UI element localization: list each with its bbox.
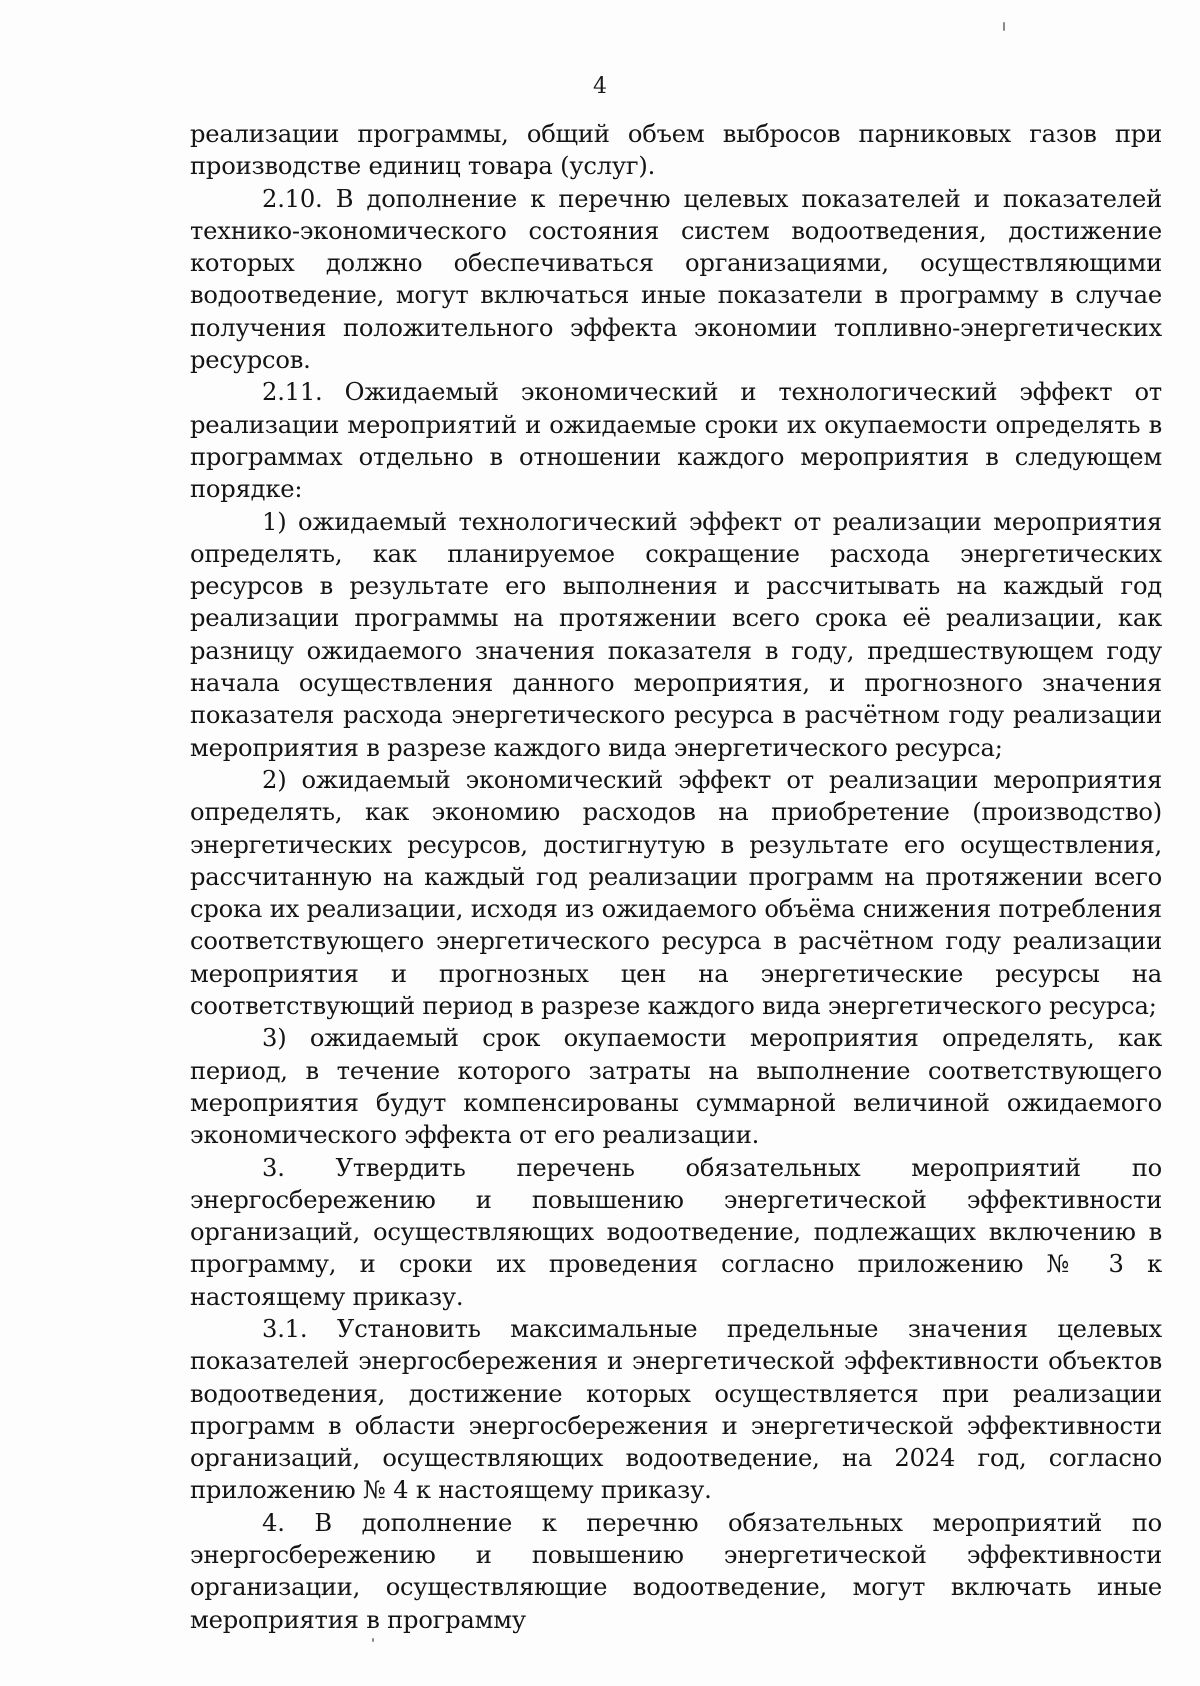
page-number: 4	[593, 74, 607, 99]
paragraph-2-11: 2.11. Ожидаемый экономический и технологический эффект от реализации мероприятий и ожидаемые сроки их окупаемости определять в программах отдельно в отношении каждого мероприятия в следующем порядке:	[190, 378, 1162, 504]
paragraph-item-2: 2) ожидаемый экономический эффект от реализации мероприятия определять, как экономию расходов на приобретение (производство) энергетических ресурсов, достигнутую в результате его осуществления, рассчитанную на каждый год реализации программ на протяжении всего срока их реализации, исходя из ожидаемого объёма снижения потребления соответствующего энергетического ресурса в расчётном году реализации мероприятия и прогнозных цен на энергетические ресурсы на соответствующий период в разрезе каждого вида энергетического ресурса;	[190, 765, 1162, 1021]
paragraph-3: 3. Утвердить перечень обязательных мероприятий по энергосбережению и повышению энергетической эффективности организаций, осуществляющих водоотведение, подлежащих включению в программу, и сроки их проведения согласно приложению № 3 к настоящему приказу.	[190, 1153, 1162, 1311]
scan-speck-bottom	[372, 1638, 374, 1642]
document-body	[190, 118, 1162, 1636]
paragraph-2-10: 2.10. В дополнение к перечню целевых показателей и показателей технико-экономического состояния систем водоотведения, достижение которых должно обеспечиваться организациями, осуществляющими водоотведение, могут включаться иные показатели в программу в случае получения положительного эффекта экономии топливно-энергетических ресурсов.	[190, 184, 1162, 375]
paragraph-3-1: 3.1. Установить максимальные предельные значения целевых показателей энергосбережения и энергетической эффективности объектов водоотведения, достижение которых осуществляется при реализации программ в области энергосбережения и энергетической эффективности организаций, осуществляющих водоотведение, на 2024 год, согласно приложению № 4 к настоящему приказу.	[190, 1314, 1162, 1505]
paragraph-4: 4. В дополнение к перечню обязательных мероприятий по энергосбережению и повышению энергетической эффективности организации, осуществляющие водоотведение, могут включать иные мероприятия в программу	[190, 1508, 1162, 1634]
paragraph-item-1: 1) ожидаемый технологический эффект от реализации мероприятия определять, как планируемое сокращение расхода энергетических ресурсов в результате его выполнения и рассчитывать на каждый год реализации программы на протяжении всего срока её реализации, как разницу ожидаемого значения показателя в году, предшествующем году начала осуществления данного мероприятия, и прогнозного значения показателя расхода энергетического ресурса в расчётном году реализации мероприятия в разрезе каждого вида энергетического ресурса;	[190, 507, 1162, 762]
scan-speck-top	[1003, 22, 1005, 31]
paragraph-item-3: 3) ожидаемый срок окупаемости мероприятия определять, как период, в течение которого затраты на выполнение соответствующего мероприятия будут компенсированы суммарной величиной ожидаемого экономического эффекта от его реализации.	[190, 1024, 1162, 1150]
paragraph-continuation: реализации программы, общий объем выбросов парниковых газов при производстве единиц товара (услуг).	[190, 120, 1162, 181]
